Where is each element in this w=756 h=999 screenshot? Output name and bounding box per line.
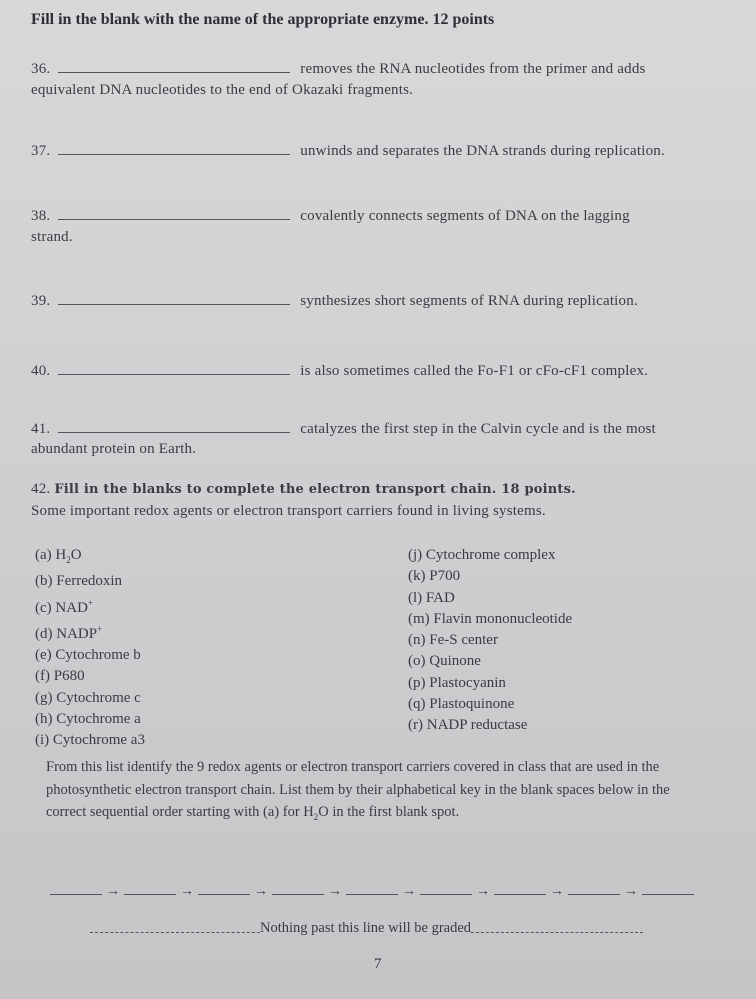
chain-blank-1[interactable] — [50, 882, 102, 895]
list-item: (b) Ferredoxin — [35, 573, 123, 590]
answer-blank-36[interactable] — [58, 58, 290, 73]
chain-blank-7[interactable] — [494, 882, 546, 895]
grading-cutoff-text: Nothing past this line will be graded — [260, 920, 472, 936]
list-item: (k) P700 — [408, 568, 461, 585]
question-37 — [31, 140, 665, 160]
chain-blank-3[interactable] — [198, 882, 250, 895]
list-item: (m) Flavin mononucleotide — [408, 610, 573, 627]
question-38-continued: strand. — [31, 229, 73, 245]
arrow-icon: → — [476, 884, 490, 899]
transport-chain-blanks — [50, 882, 694, 900]
dashed-divider — [471, 924, 643, 933]
carrier-list-right — [408, 545, 572, 737]
answer-blank-37[interactable] — [58, 140, 290, 155]
answer-blank-38[interactable] — [58, 205, 290, 220]
list-item: (n) Fe-S center — [408, 632, 498, 649]
question-42-subtitle: Some important redox agents or electron transport carriers found in living systems. — [31, 503, 546, 519]
instructions-paragraph: From this list identify the 9 redox agents or electron transport carriers covered in class that are used in the photosynthetic electron transport chain. List them by their alphabetical key in the blank spaces below in the correct sequential order starting with (a) for $H_2O$ in the first blank spot. — [46, 759, 670, 822]
question-text: synthesizes short segments of RNA during replication. — [300, 293, 638, 309]
answer-blank-39[interactable] — [58, 290, 290, 305]
question-text: is also sometimes called the Fo-F1 or cFo-cF1 complex. — [300, 363, 649, 379]
list-item: (r) NADP reductase — [408, 717, 528, 734]
question-number: 38. — [31, 208, 51, 224]
list-item: (q) Plastoquinone — [408, 696, 515, 713]
arrow-icon: → — [180, 884, 194, 899]
question-41 — [31, 418, 656, 438]
arrow-icon: → — [106, 884, 120, 899]
question-number: 39. — [31, 293, 51, 309]
question-39 — [31, 290, 638, 310]
page-number: 7 — [374, 956, 382, 972]
question-36 — [31, 58, 646, 78]
chain-blank-9[interactable] — [642, 882, 694, 895]
list-item: (e) Cytochrome b — [35, 647, 141, 664]
question-40 — [31, 360, 648, 380]
question-number: 40. — [31, 363, 51, 379]
arrow-icon: → — [328, 884, 342, 899]
question-text: catalyzes the first step in the Calvin cycle and is the most — [300, 421, 656, 437]
grading-cutoff-line — [90, 920, 643, 937]
list-item: (p) Plastocyanin — [408, 674, 506, 691]
list-item: (d) NADP+ — [35, 623, 103, 642]
list-item: (o) Quinone — [408, 653, 481, 670]
answer-blank-41[interactable] — [58, 418, 290, 433]
section-heading: Fill in the blank with the name of the appropriate enzyme. 12 points — [31, 11, 495, 28]
list-item: (f) P680 — [35, 668, 85, 685]
question-42-title — [31, 481, 576, 498]
chain-blank-6[interactable] — [420, 882, 472, 895]
arrow-icon: → — [624, 884, 638, 899]
list-item: (h) Cytochrome a — [35, 711, 141, 728]
arrow-icon: → — [254, 884, 268, 899]
question-text: removes the RNA nucleotides from the primer and adds — [300, 61, 646, 77]
chain-blank-2[interactable] — [124, 882, 176, 895]
arrow-icon: → — [550, 884, 564, 899]
list-item: (i) Cytochrome a3 — [35, 732, 145, 749]
question-text: unwinds and separates the DNA strands during replication. — [300, 143, 665, 159]
chain-blank-4[interactable] — [272, 882, 324, 895]
question-text: covalently connects segments of DNA on the lagging — [300, 208, 630, 224]
question-number: 42. — [31, 481, 51, 497]
question-38 — [31, 205, 630, 225]
question-number: 37. — [31, 143, 51, 159]
arrow-icon: → — [402, 884, 416, 899]
chain-blank-8[interactable] — [568, 882, 620, 895]
list-item: (a) $H_2O$ — [35, 547, 82, 565]
answer-blank-40[interactable] — [58, 360, 290, 375]
list-item: (g) Cytochrome c — [35, 689, 141, 706]
list-item: (l) FAD — [408, 589, 455, 606]
dashed-divider — [90, 924, 260, 933]
list-item: (j) Cytochrome complex — [408, 547, 556, 563]
question-36-continued: equivalent DNA nucleotides to the end of Okazaki fragments. — [31, 82, 414, 98]
list-item: (c) NAD+ — [35, 597, 93, 616]
question-41-continued: abundant protein on Earth. — [31, 441, 197, 457]
question-number: 36. — [31, 61, 51, 77]
question-42-heading: Fill in the blanks to complete the electron transport chain. 18 points. — [54, 482, 576, 497]
carrier-list-left — [35, 545, 145, 752]
chain-blank-5[interactable] — [346, 882, 398, 895]
question-number: 41. — [31, 421, 51, 437]
